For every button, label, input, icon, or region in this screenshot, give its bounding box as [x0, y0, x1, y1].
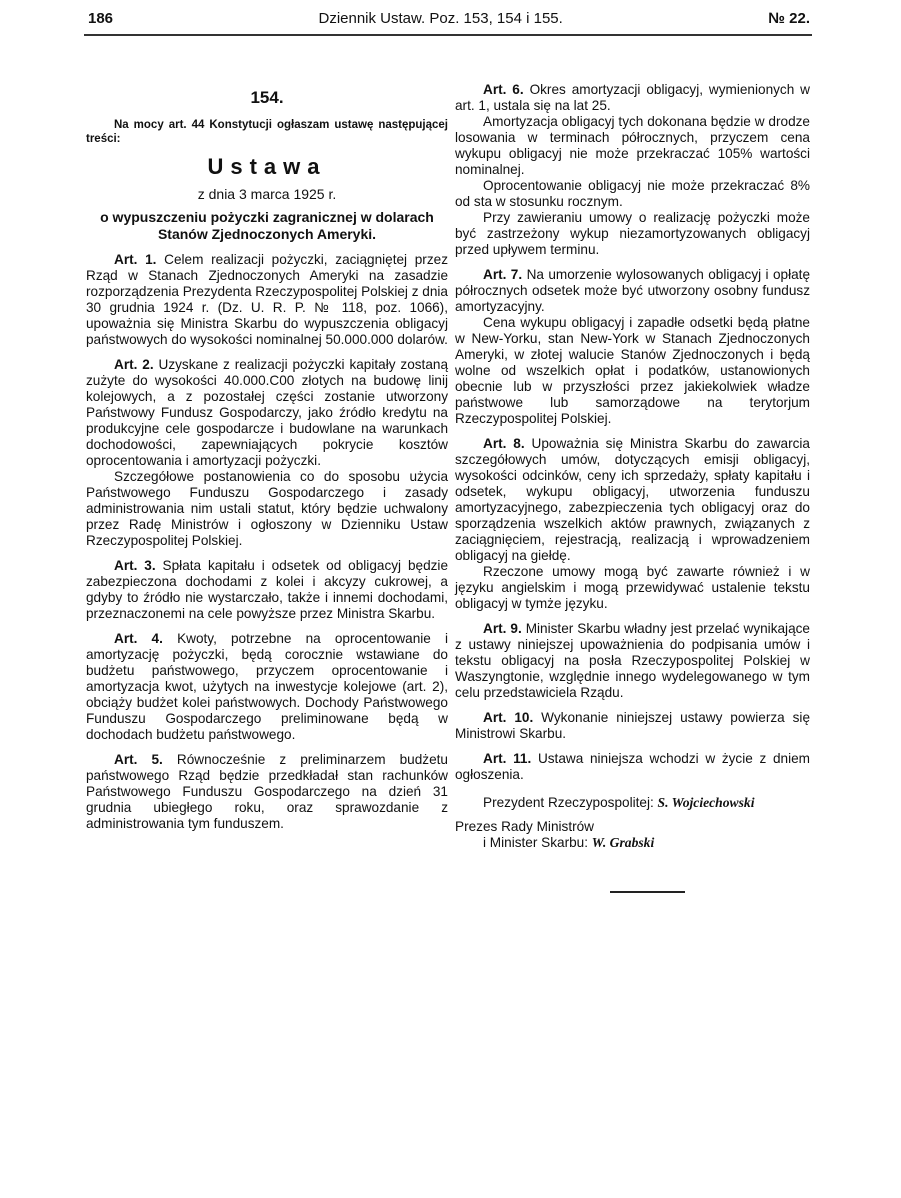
- journal-title: Dziennik Ustaw. Poz. 153, 154 i 155.: [318, 10, 563, 27]
- article-text: Oprocentowanie obligacyj nie może przekraczać 8% od sta w stosunku rocznym.: [455, 178, 810, 209]
- article-5: [86, 752, 448, 832]
- article-text: Spłata kapitału i odsetek od obligacyj będzie zabezpieczona dochodami z kolei i akcyzy cukrowej, a gdyby to źródło nie wystarczało, także i innemi dochodami, przeznaczonemi na cele powyższe przez Ministra Skarbu.: [86, 558, 449, 621]
- article-text: Amortyzacja obligacyj tych dokonana będzie w drodze losowania w terminach półrocznych, przyczem cena wykupu obligacyj nie może przekraczać 105% wartości nominalnej.: [455, 114, 810, 177]
- preamble: Na mocy art. 44 Konstytucji ogłaszam ustawę następującej treści:: [86, 119, 448, 145]
- article-text: Ustawa niniejsza wchodzi w życie z dniem ogłoszenia.: [455, 751, 810, 782]
- article-6: [455, 82, 810, 114]
- article-10: [455, 710, 810, 742]
- article-label: Art. 4.: [114, 631, 163, 646]
- header-rule: [84, 34, 812, 36]
- article-2-paragraph-2: [86, 469, 448, 549]
- end-rule: [610, 891, 685, 893]
- article-text: Równocześnie z preliminarzem budżetu państwowego Rząd będzie przedkładał stan rachunków Państwowego Funduszu Gospodarczego na dzień 31 grudnia ubiegłego roku, oraz sprawozdanie z administrowania tym funduszem.: [86, 752, 448, 831]
- article-3: [86, 558, 448, 622]
- right-column: [455, 82, 810, 893]
- article-label: Art. 2.: [114, 357, 154, 372]
- president-signature: [455, 795, 810, 811]
- article-text: Szczegółowe postanowienia co do sposobu użycia Państwowego Funduszu Gospodarczego i zasady administrowania nim ustali statut, który będzie uchwalony przez Radę Ministrów i ogłoszony w Dzienniku Ustaw Rzeczypospolitej Polskiej.: [86, 469, 448, 548]
- article-8-paragraph-2: [455, 564, 810, 612]
- act-title: o wypuszczeniu pożyczki zagranicznej w dolarach Stanów Zjednoczonych Ameryki.: [100, 209, 434, 242]
- article-7: [455, 267, 810, 315]
- article-text: Celem realizacji pożyczki, zaciągniętej przez Rząd w Stanach Zjednoczonych Ameryki na zasadzie rozporządzenia Prezydenta Rzeczypospolitej Polskiej z dnia 30 grudnia 1924 r. (Dz. U. R. P. № 118, poz. 1066), upoważnia się Ministra Skarbu do wypuszczenia obligacyj państwowych do wysokości nominalnej 50.000.000 dolarów.: [86, 252, 448, 347]
- pm-role: Prezes Rady Ministrów: [455, 819, 594, 834]
- signature-name: S. Wojciechowski: [657, 795, 755, 810]
- article-6-paragraph-3: [455, 178, 810, 210]
- article-label: Art. 10.: [483, 710, 534, 725]
- act-number: 154.: [250, 88, 284, 107]
- article-1: [86, 252, 448, 348]
- article-6-paragraph-2: [455, 114, 810, 178]
- pm-signature: [455, 835, 810, 851]
- article-label: Art. 5.: [114, 752, 163, 767]
- article-6-paragraph-4: [455, 210, 810, 258]
- signature-role: i Minister Skarbu:: [483, 835, 589, 850]
- article-text: Cena wykupu obligacyj i zapadłe odsetki będą płatne w New-Yorku, stan New-York w Stanach Zjednoczonych Ameryki, w złotej walucie Stanów Zjednoczonych i będą wolne od wszelkich opłat i podatków, ustanowionych obecnie lub w przyszłości przez jakiekolwiek władze państwowe lub samorządowe na terytorjum Rzeczypospolitej Polskiej.: [455, 315, 810, 426]
- article-text: Rzeczone umowy mogą być zawarte również i w języku angielskim i mogą przewidywać ustalenie tekstu obligacyj w tymże języku.: [455, 564, 810, 611]
- article-label: Art. 7.: [483, 267, 523, 282]
- act-heading: Ustawa: [207, 154, 327, 179]
- page-number: 186: [88, 10, 114, 27]
- article-label: Art. 8.: [483, 436, 525, 451]
- article-text: Uzyskane z realizacji pożyczki kapitały zostaną zużyte do wysokości 40.000.C00 złotych na budowę linij kolejowych, a z pozostałej części zostanie utworzony Państwowy Fundusz Gospodarczy, jako źródło kredytu na produkcyjne cele gospodarcze i budowlane na warunkach dochodowości, zapewniających pokrycie kosztów oprocentowania i amortyzacji pożyczki.: [86, 357, 449, 468]
- left-column: [86, 88, 448, 832]
- article-4: [86, 631, 448, 743]
- article-label: Art. 1.: [114, 252, 157, 267]
- article-label: Art. 9.: [483, 621, 522, 636]
- signature-role: Prezydent Rzeczypospolitej:: [483, 795, 654, 810]
- act-date: z dnia 3 marca 1925 r.: [197, 186, 337, 202]
- article-7-paragraph-2: [455, 315, 810, 427]
- article-text: Kwoty, potrzebne na oprocentowanie i amortyzację pożyczki, będą corocznie wstawiane do budżetu państwowego, przyczem oprocentowanie i amortyzacja kwot, użytych na inwestycje kolejowe (art. 2), obciąży budżet kolei państwowych. Dochody Państwowego Funduszu Gospodarczego preliminowane będą w dochodach budżetu państwowego.: [86, 631, 449, 742]
- article-text: Przy zawieraniu umowy o realizację pożyczki może być zastrzeżony wykup niezamortyzowanych obligacyj przed upływem terminu.: [455, 210, 810, 257]
- article-label: Art. 3.: [114, 558, 156, 573]
- article-8: [455, 436, 810, 564]
- article-11: [455, 751, 810, 783]
- article-text: Na umorzenie wylosowanych obligacyj i opłatę półrocznych odsetek może być utworzony osobny fundusz amortyzacyjny.: [455, 267, 811, 314]
- article-text: Minister Skarbu władny jest przelać wynikające z ustawy niniejszej upoważnienia do podpisania umów i tekstu obligacyj na posła Rzeczypospolitej Polskiej w Waszyngtonie, względnie innego wydelegowanego w tym celu przedstawiciela Rządu.: [455, 621, 810, 700]
- article-label: Art. 11.: [483, 751, 532, 766]
- page-header: [88, 10, 810, 28]
- signature-name: W. Grabski: [591, 835, 655, 850]
- article-text: Wykonanie niniejszej ustawy powierza się Ministrowi Skarbu.: [455, 710, 810, 741]
- article-text: Okres amortyzacji obligacyj, wymienionych w art. 1, ustala się na lat 25.: [455, 82, 811, 113]
- article-label: Art. 6.: [483, 82, 524, 97]
- article-9: [455, 621, 810, 701]
- article-2: [86, 357, 448, 469]
- article-text: Upoważnia się Ministra Skarbu do zawarcia szczegółowych umów, dotyczących emisji obligacyj, wysokości odcinków, ceny ich sprzedaży, spłaty kapitału i odsetek, wykupu obligacyj, utworzenia funduszu amortyzacyjnego, zabezpieczenia tych obligacyj oraz do sporządzenia wszelkich aktów prawnych, związanych z zaciągnięciem, rejestracją, realizacją i wprowadzeniem obligacyj na giełdę.: [455, 436, 810, 563]
- issue-number: № 22.: [768, 10, 810, 27]
